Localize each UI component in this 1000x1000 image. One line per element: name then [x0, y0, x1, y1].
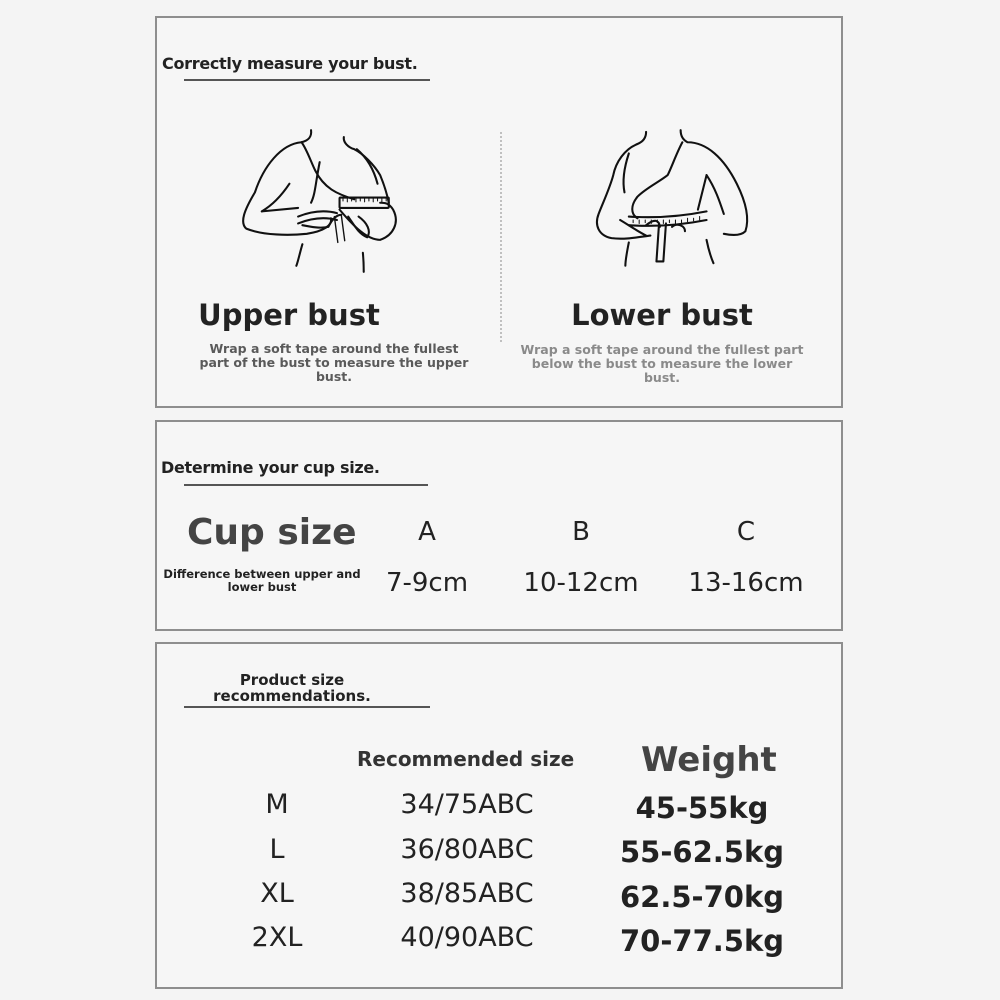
- cup-size-note: Difference between upper and lower bust: [163, 567, 361, 594]
- cup-letter-c: C: [736, 517, 756, 547]
- upper-bust-description: Wrap a soft tape around the fullest part of the bust to measure the upper bust.: [199, 341, 469, 384]
- recommended-size-header: Recommended size: [357, 747, 575, 771]
- dotted-divider: [500, 132, 502, 342]
- upper-bust-heading: Upper bust: [198, 298, 380, 332]
- title-underline: [184, 79, 430, 81]
- lower-bust-heading: Lower bust: [571, 298, 753, 332]
- size-label: M: [265, 789, 289, 820]
- cup-range-a: 7-9cm: [385, 568, 469, 598]
- weight-header: Weight: [641, 740, 777, 780]
- cup-letter-b: B: [572, 517, 590, 547]
- title-underline: [184, 484, 428, 486]
- recommended-size: 34/75ABC: [400, 789, 534, 820]
- cup-letter-a: A: [418, 517, 436, 547]
- size-label: 2XL: [251, 922, 303, 953]
- weight-range: 70-77.5kg: [620, 924, 784, 958]
- title-underline: [184, 706, 430, 708]
- section-title: Product size recommendations.: [213, 671, 371, 705]
- cup-range-b: 10-12cm: [523, 568, 639, 598]
- weight-range: 55-62.5kg: [620, 835, 784, 869]
- size-label: L: [269, 834, 285, 865]
- measure-bust-panel: [155, 16, 843, 408]
- size-recommendation-panel: [155, 642, 843, 989]
- recommended-size: 36/80ABC: [400, 834, 534, 865]
- section-title: Correctly measure your bust.: [162, 54, 418, 73]
- lower-bust-description: Wrap a soft tape around the fullest part below the bust to measure the lower bust.: [520, 342, 804, 385]
- recommended-size: 40/90ABC: [400, 922, 534, 953]
- section-title: Determine your cup size.: [161, 458, 380, 477]
- lower-bust-measure-illustration: [577, 116, 767, 286]
- recommended-size: 38/85ABC: [400, 878, 534, 909]
- cup-size-label: Cup size: [187, 512, 357, 553]
- cup-range-c: 13-16cm: [688, 568, 804, 598]
- weight-range: 62.5-70kg: [620, 880, 784, 914]
- upper-bust-measure-illustration: [229, 116, 419, 286]
- size-label: XL: [260, 878, 294, 909]
- weight-range: 45-55kg: [635, 791, 769, 825]
- cup-size-panel: [155, 420, 843, 631]
